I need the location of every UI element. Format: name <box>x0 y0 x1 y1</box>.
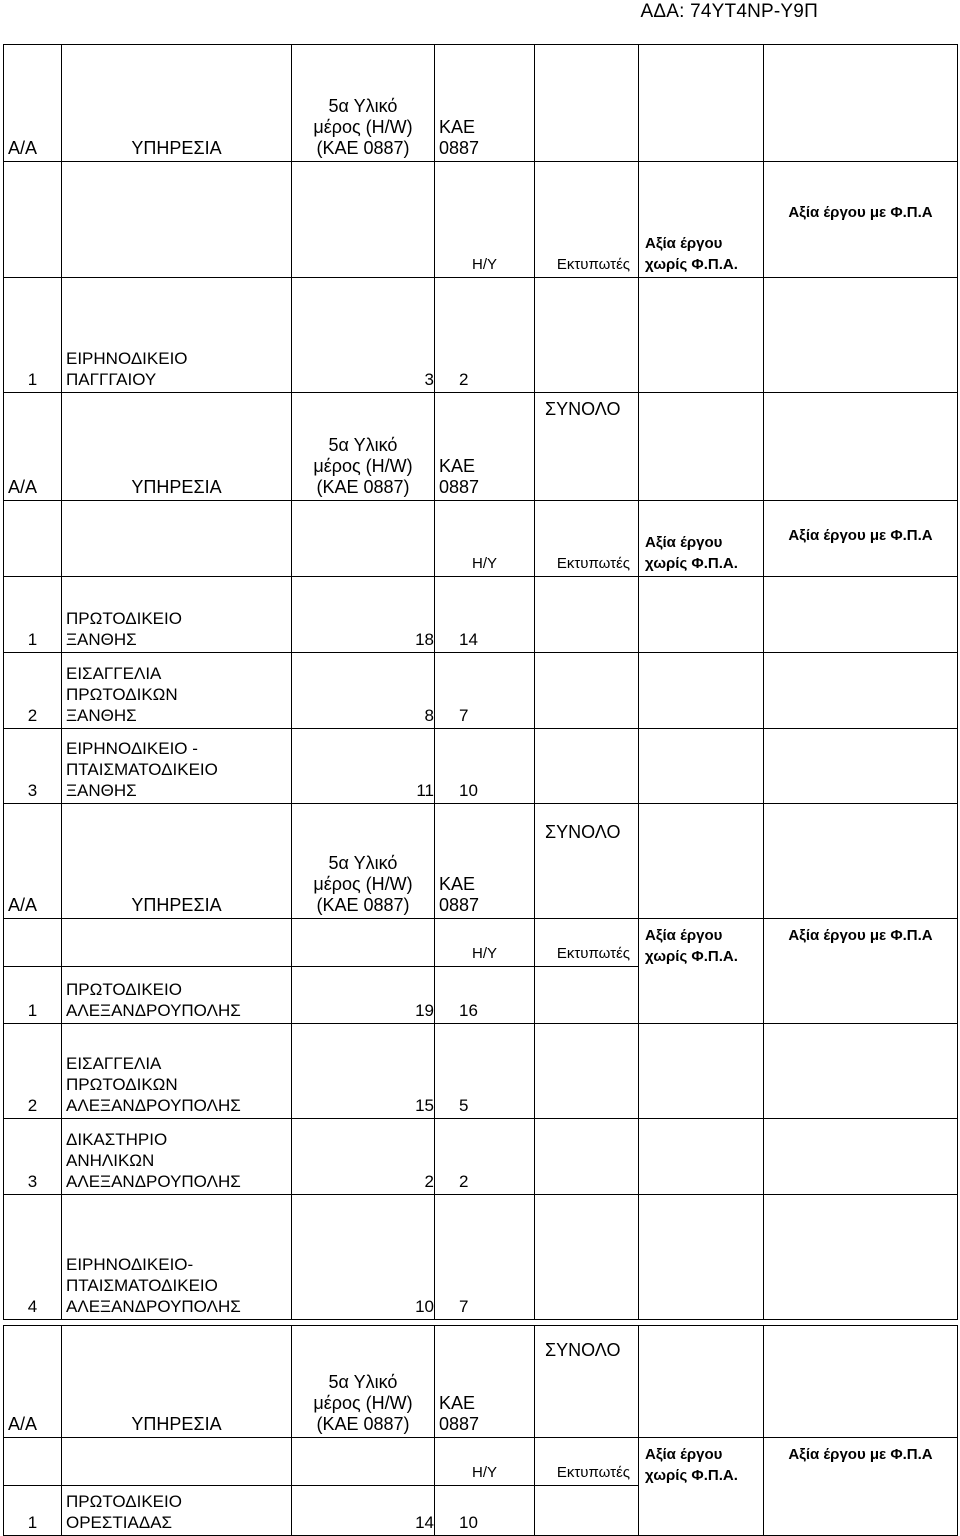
header-material: 5α Υλικό μέρος (H/W) (ΚΑΕ 0887) <box>313 96 413 158</box>
header-total: ΣΥΝΟΛΟ <box>535 393 639 501</box>
header-value-no-vat: Αξία έργου χωρίς Φ.Π.Α. <box>645 927 738 965</box>
table-section-1 <box>3 44 958 393</box>
table-row <box>4 729 958 804</box>
table-row <box>4 577 958 653</box>
row-printers: 16 <box>435 967 535 1024</box>
header-value-vat: Αξία έργου με Φ.Π.Α <box>764 919 958 1024</box>
row-service: ΠΡΩΤΟΔΙΚΕΙΟ ΟΡΕΣΤΙΑΔΑΣ <box>66 1492 182 1532</box>
row-service: ΔΙΚΑΣΤΗΡΙΟ ΑΝΗΛΙΚΩΝ ΑΛΕΞΑΝΔΡΟΥΠΟΛΗΣ <box>66 1130 241 1191</box>
row-aa: 3 <box>4 1119 62 1195</box>
row-aa: 1 <box>4 577 62 653</box>
row-printers: 2 <box>435 278 535 393</box>
header-aa: Α/Α <box>4 393 62 501</box>
row-service: ΕΙΡΗΝΟΔΙΚΕΙΟ- ΠΤΑΙΣΜΑΤΟΔΙΚΕΙΟ ΑΛΕΞΑΝΔΡΟΥΠΟΛΗΣ <box>66 1255 241 1316</box>
row-aa: 2 <box>4 1024 62 1119</box>
header-aa: Α/Α <box>4 45 62 162</box>
header-value-no-vat: Αξία έργου χωρίς Φ.Π.Α. <box>645 534 738 572</box>
header-service: ΥΠΗΡΕΣΙΑ <box>62 1326 292 1438</box>
row-aa: 1 <box>4 1486 62 1536</box>
row-hy: 11 <box>292 729 435 804</box>
header-material: 5α Υλικό μέρος (H/W) (ΚΑΕ 0887) <box>313 1372 413 1434</box>
header-service: ΥΠΗΡΕΣΙΑ <box>62 393 292 501</box>
row-printers: 2 <box>435 1119 535 1195</box>
header-value-no-vat: Αξία έργου χωρίς Φ.Π.Α. <box>645 1446 738 1484</box>
header-printers: Εκτυπωτές <box>535 919 639 967</box>
row-printers: 14 <box>435 577 535 653</box>
row-service: ΕΙΡΗΝΟΔΙΚΕΙΟ - ΠΤΑΙΣΜΑΤΟΔΙΚΕΙΟ ΞΑΝΘΗΣ <box>66 739 218 800</box>
header-printers: Εκτυπωτές <box>535 162 639 278</box>
row-service: ΠΡΩΤΟΔΙΚΕΙΟ ΑΛΕΞΑΝΔΡΟΥΠΟΛΗΣ <box>66 980 241 1020</box>
header-value-vat: Αξία έργου με Φ.Π.Α <box>764 1438 958 1536</box>
header-hy: Η/Υ <box>435 501 535 577</box>
table-row <box>4 278 958 393</box>
row-hy: 8 <box>292 653 435 729</box>
row-hy: 3 <box>292 278 435 393</box>
row-printers: 10 <box>435 729 535 804</box>
header-printers: Εκτυπωτές <box>535 1438 639 1486</box>
table-section-2 <box>3 392 958 804</box>
header-value-no-vat: Αξία έργου χωρίς Φ.Π.Α. <box>645 235 738 273</box>
header-aa: Α/Α <box>4 804 62 919</box>
row-hy: 2 <box>292 1119 435 1195</box>
row-aa: 2 <box>4 653 62 729</box>
header-aa: Α/Α <box>4 1326 62 1438</box>
header-printers: Εκτυπωτές <box>535 501 639 577</box>
ada-code: ΑΔΑ: 74ΥΤ4ΝΡ-Υ9Π <box>640 1 818 22</box>
row-hy: 18 <box>292 577 435 653</box>
row-service: ΕΙΣΑΓΓΕΛΙΑ ΠΡΩΤΟΔΙΚΩΝ ΑΛΕΞΑΝΔΡΟΥΠΟΛΗΣ <box>66 1054 241 1115</box>
row-aa: 1 <box>4 278 62 393</box>
header-total: ΣΥΝΟΛΟ <box>535 1326 639 1438</box>
row-hy: 10 <box>292 1195 435 1320</box>
header-kae: ΚΑΕ 0887 <box>439 1393 480 1434</box>
header-material: 5α Υλικό μέρος (H/W) (ΚΑΕ 0887) <box>313 435 413 497</box>
row-service: ΕΙΡΗΝΟΔΙΚΕΙΟ ΠΑΓΓΓΑΙΟΥ <box>66 349 188 389</box>
table-row <box>4 1024 958 1119</box>
header-kae: ΚΑΕ 0887 <box>439 456 480 497</box>
header-total: ΣΥΝΟΛΟ <box>535 804 639 919</box>
row-service: ΠΡΩΤΟΔΙΚΕΙΟ ΞΑΝΘΗΣ <box>66 609 182 649</box>
row-printers: 7 <box>435 1195 535 1320</box>
header-service: ΥΠΗΡΕΣΙΑ <box>62 45 292 162</box>
header-kae: ΚΑΕ 0887 <box>439 117 480 158</box>
header-service: ΥΠΗΡΕΣΙΑ <box>62 804 292 919</box>
header-value-vat: Αξία έργου με Φ.Π.Α <box>764 501 958 577</box>
table-row <box>4 653 958 729</box>
header-kae: ΚΑΕ 0887 <box>439 874 480 915</box>
row-printers: 10 <box>435 1486 535 1536</box>
row-service: ΕΙΣΑΓΓΕΛΙΑ ΠΡΩΤΟΔΙΚΩΝ ΞΑΝΘΗΣ <box>66 664 178 725</box>
row-hy: 19 <box>292 967 435 1024</box>
row-hy: 15 <box>292 1024 435 1119</box>
row-printers: 7 <box>435 653 535 729</box>
header-hy: Η/Υ <box>435 1438 535 1486</box>
table-row <box>4 1119 958 1195</box>
table-row <box>4 1195 958 1320</box>
row-printers: 5 <box>435 1024 535 1119</box>
header-material: 5α Υλικό μέρος (H/W) (ΚΑΕ 0887) <box>313 853 413 915</box>
row-aa: 4 <box>4 1195 62 1320</box>
header-hy: Η/Υ <box>435 919 535 967</box>
row-aa: 3 <box>4 729 62 804</box>
header-hy: Η/Υ <box>435 162 535 278</box>
header-value-vat: Αξία έργου με Φ.Π.Α <box>764 162 958 278</box>
row-hy: 14 <box>292 1486 435 1536</box>
table-section-3 <box>3 803 958 1320</box>
row-aa: 1 <box>4 967 62 1024</box>
table-section-4 <box>3 1325 958 1536</box>
